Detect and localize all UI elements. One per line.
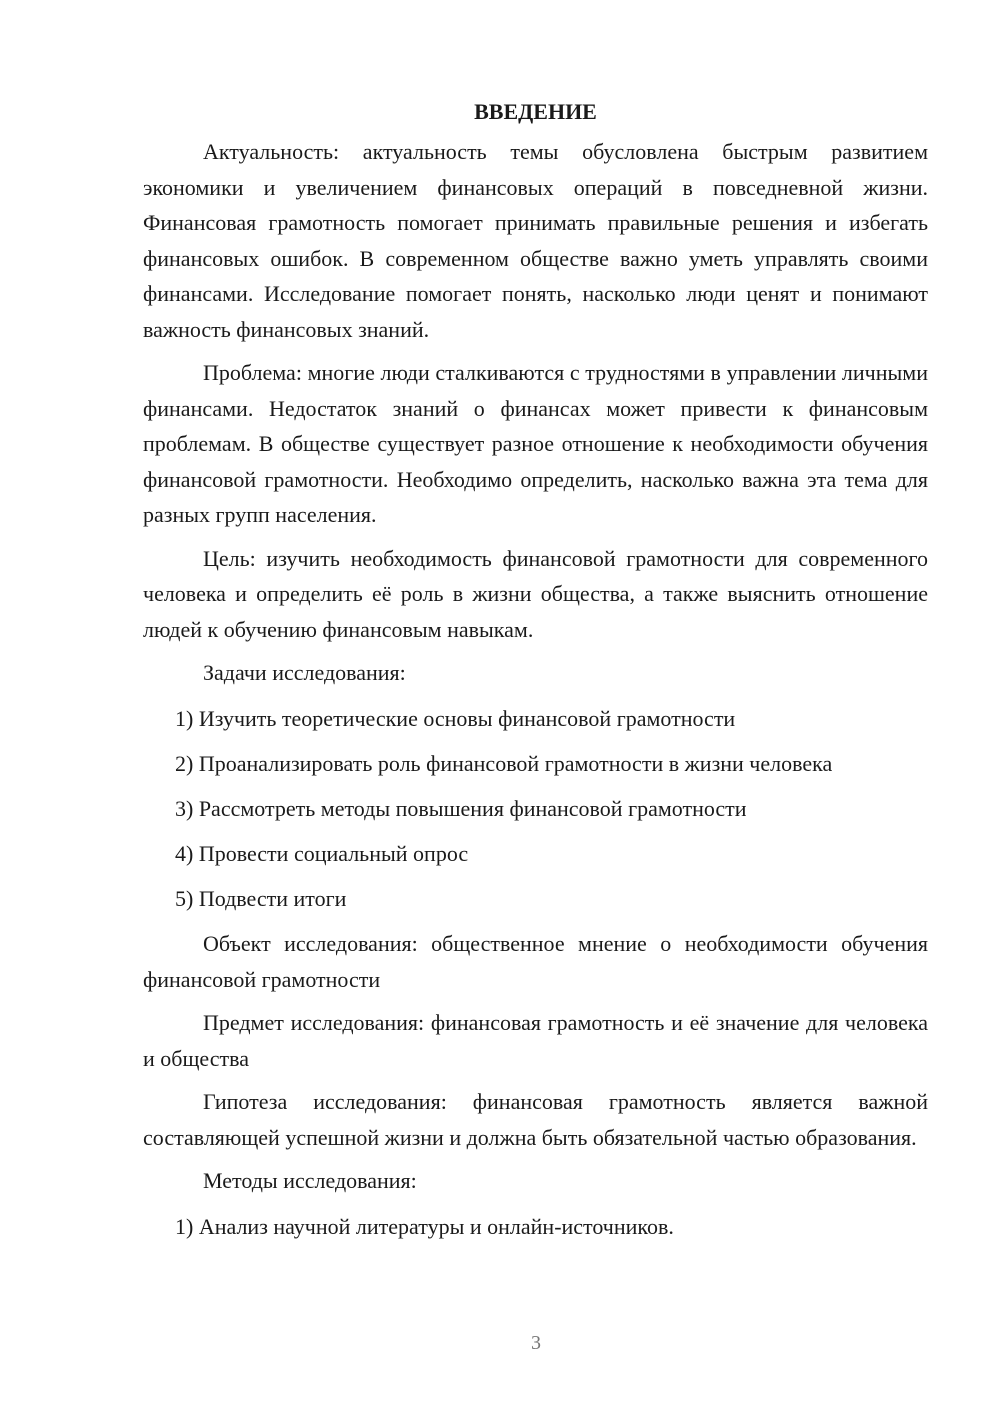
hypothesis-paragraph: Гипотеза исследования: финансовая грамотность является важной составляющей успешной жизни и должна быть обязательной частью образования.: [143, 1089, 928, 1150]
task-item: 2) Проанализировать роль финансовой грамотности в жизни человека: [175, 750, 833, 776]
page-content: [143, 94, 928, 1254]
methods-heading: Методы исследования:: [203, 1168, 417, 1194]
method-item: 1) Анализ научной литературы и онлайн-источников.: [175, 1213, 674, 1239]
goal-paragraph: Цель: изучить необходимость финансовой грамотности для современного человека и определить её роль в жизни общества, а также выяснить отношение людей к обучению финансовым навыкам.: [143, 545, 928, 642]
task-item: 3) Рассмотреть методы повышения финансовой грамотности: [175, 795, 747, 821]
task-item: 4) Провести социальный опрос: [175, 841, 469, 867]
page-number: 3: [531, 1332, 541, 1354]
problem-paragraph: Проблема: многие люди сталкиваются с трудностями в управлении личными финансами. Недостаток знаний о финансах может привести к финансовым проблемам. В обществе существует разное отношение к необходимости обучения финансовой грамотности. Необходимо определить, насколько важна эта тема для разных групп населения.: [143, 360, 928, 527]
relevance-paragraph: Актуальность: актуальность темы обусловлена быстрым развитием экономики и увеличением финансовых операций в повседневной жизни. Финансовая грамотность помогает принимать правильные решения и избегать финансовых ошибок. В современном обществе важно уметь управлять своими финансами. Исследование помогает понять, насколько люди ценят и понимают важность финансовых знаний.: [143, 139, 928, 342]
tasks-heading: Задачи исследования:: [203, 660, 406, 685]
task-item: 1) Изучить теоретические основы финансовой грамотности: [175, 705, 736, 731]
object-paragraph: Объект исследования: общественное мнение о необходимости обучения финансовой грамотности: [143, 931, 928, 992]
section-title: ВВЕДЕНИЕ: [474, 99, 597, 124]
subject-paragraph: Предмет исследования: финансовая грамотность и её значение для человека и общества: [143, 1010, 928, 1071]
task-item: 5) Подвести итоги: [175, 886, 347, 912]
